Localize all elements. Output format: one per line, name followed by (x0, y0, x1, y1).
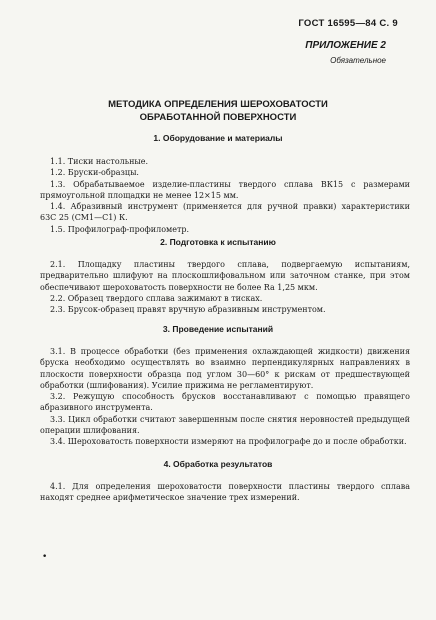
paragraph-1-4: 1.4. Абразивный инструмент (применяется для ручной правки) характеристики 63С 25 (СМ1—С1) К. (40, 202, 410, 223)
paragraph-1-2: 1.2. Бруски-образцы. (50, 168, 139, 178)
paragraph-3-2: 3.2. Режущую способность брусков восстанавливают с помощью правящего абразивного инструмента. (40, 392, 410, 413)
section-1-body (40, 156, 410, 235)
paragraph-2-2: 2.2. Образец твердого сплава зажимают в тисках. (50, 293, 263, 303)
paragraph-3-1: 3.1. В процессе обработки (без применения охлаждающей жидкости) движения бруска необходимо осуществлять во взаимно перпендикулярных направлениях в плоскости поверхности образца под углом 30—60° к рискам от предшествующей обработки (шлифования). Усилие прижима не регламентируют. (40, 347, 410, 390)
section-3-heading: 3. Проведение испытаний (162, 324, 274, 334)
document-title-line2: ОБРАБОТАННОЙ ПОВЕРХНОСТИ (139, 112, 297, 123)
paragraph-3-3: 3.3. Цикл обработки считают завершенным после снятия неровностей предыдущей операции шлифования. (40, 414, 410, 436)
section-2-body (40, 259, 410, 315)
paragraph-2-1: 2.1. Площадку пластины твердого сплава, подвергаемую испытаниям, предварительно шлифуют на плоскошлифовальном или заточном станке, при этом обеспечивают шероховатость поверхности не более Ra 1,25 мкм. (40, 260, 410, 292)
paragraph-1-5: 1.5. Профилограф-профилометр. (50, 224, 190, 234)
appendix-title: ПРИЛОЖЕНИЕ 2 (305, 40, 386, 51)
section-1-heading: 1. Оборудование и материалы (153, 133, 283, 143)
section-2-heading: 2. Подготовка к испытанию (160, 237, 276, 247)
paragraph-3-4: 3.4. Шероховатость поверхности измеряют на профилографе до и после обработки. (50, 437, 407, 447)
standard-header: ГОСТ 16595—84 С. 9 (298, 18, 398, 29)
paragraph-2-3: 2.3. Брусок-образец правят вручную абразивным инструментом. (50, 305, 326, 315)
section-3-body (40, 346, 410, 448)
paragraph-1-3: 1.3. Обрабатываемое изделие-пластины твердого сплава ВК15 с размерами прямоугольной площадки не менее 12×15 мм. (40, 179, 410, 200)
section-4-body (40, 481, 410, 504)
document-title (0, 98, 436, 124)
paragraph-1-1: 1.1. Тиски настольные. (50, 157, 149, 166)
document-title-line1: МЕТОДИКА ОПРЕДЕЛЕНИЯ ШЕРОХОВАТОСТИ (108, 99, 328, 110)
footer-mark: • (42, 552, 48, 562)
appendix-status: Обязательное (330, 56, 386, 65)
paragraph-4-1: 4.1. Для определения шероховатости поверхности пластины твердого сплава находят среднее арифметическое значение трех измерений. (40, 482, 410, 503)
section-4-heading: 4. Обработка результатов (163, 459, 273, 469)
